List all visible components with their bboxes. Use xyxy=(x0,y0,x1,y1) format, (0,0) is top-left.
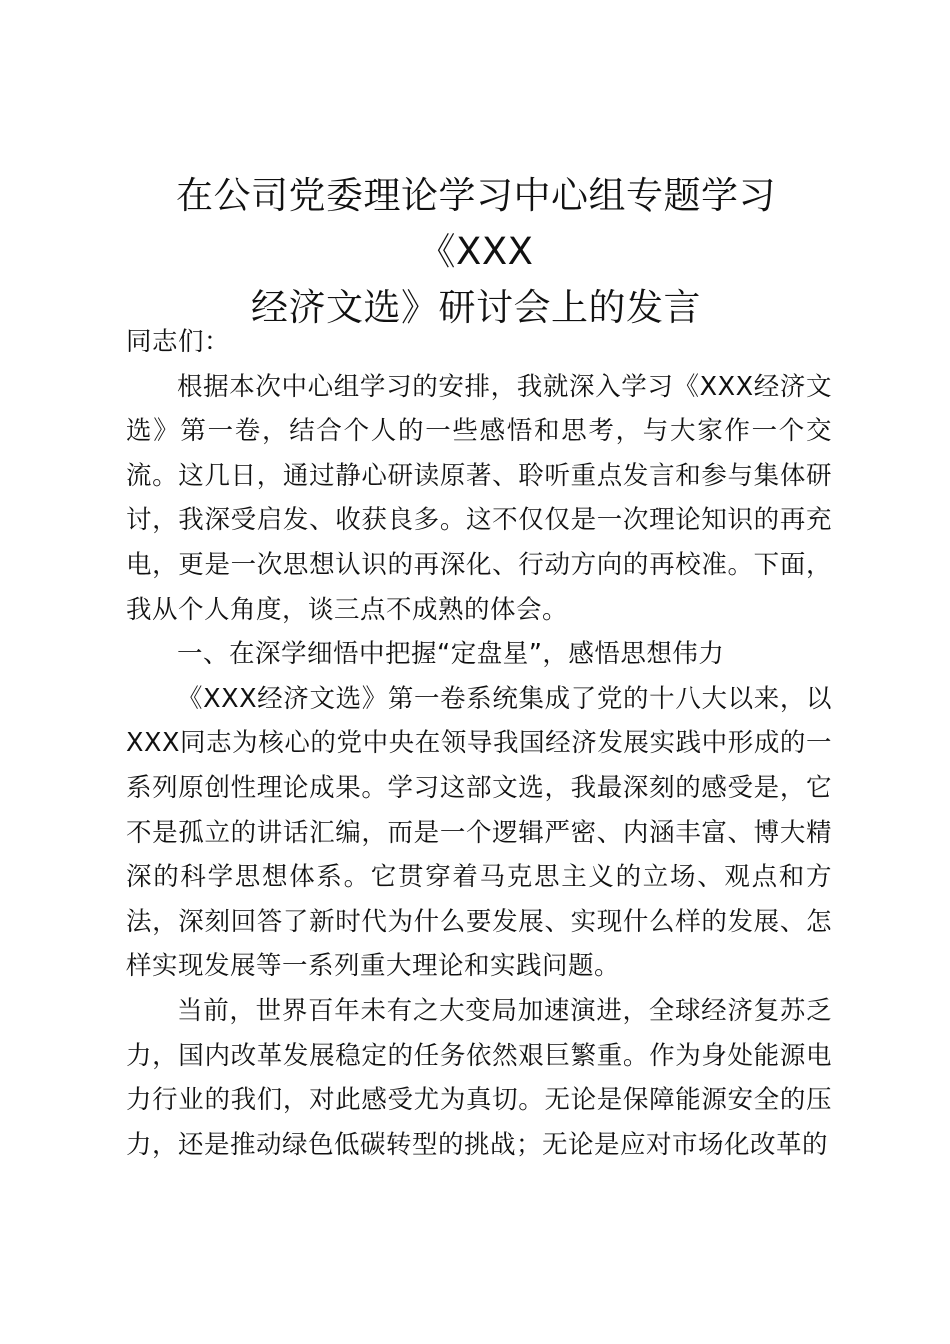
document-body xyxy=(126,320,832,1167)
paragraph-intro: 根据本次中心组学习的安排，我就深入学习《XXX经济文选》第一卷，结合个人的一些感悟和思考，与大家作一个交流。这几日，通过静心研读原著、聆听重点发言和参与集体研讨，我深受启发、收获良多。这不仅仅是一次理论知识的再充电，更是一次思想认识的再深化、行动方向的再校准。下面，我从个人角度，谈三点不成熟的体会。 xyxy=(126,371,832,625)
paragraph-current-situation: 当前，世界百年未有之大变局加速演进，全球经济复苏乏力，国内改革发展稳定的任务依然艰巨繁重。作为身处能源电力行业的我们，对此感受尤为真切。无论是保障能源安全的压力，还是推动绿色低碳转型的挑战；无论是应对市场化改革的 xyxy=(126,995,832,1160)
section-heading-1: 一、在深学细悟中把握“定盘星”，感悟思想伟力 xyxy=(177,639,725,670)
paragraph-section-1: 《XXX经济文选》第一卷系统集成了党的十八大以来，以XXX同志为核心的党中央在领导我国经济发展实践中形成的一系列原创性理论成果。学习这部文选，我最深刻的感受是，它不是孤立的讲话汇编，而是一个逻辑严密、内涵丰富、博大精深的科学思想体系。它贯穿着马克思主义的立场、观点和方法，深刻回答了新时代为什么要发展、实现什么样的发展、怎样实现发展等一系列重大理论和实践问题。 xyxy=(126,683,832,982)
title-line-1: 在公司党委理论学习中心组专题学习《XXX xyxy=(176,174,776,273)
title-line-2: 经济文选》研讨会上的发言 xyxy=(251,286,701,329)
document-title xyxy=(120,168,832,336)
salutation: 同志们： xyxy=(126,327,231,357)
